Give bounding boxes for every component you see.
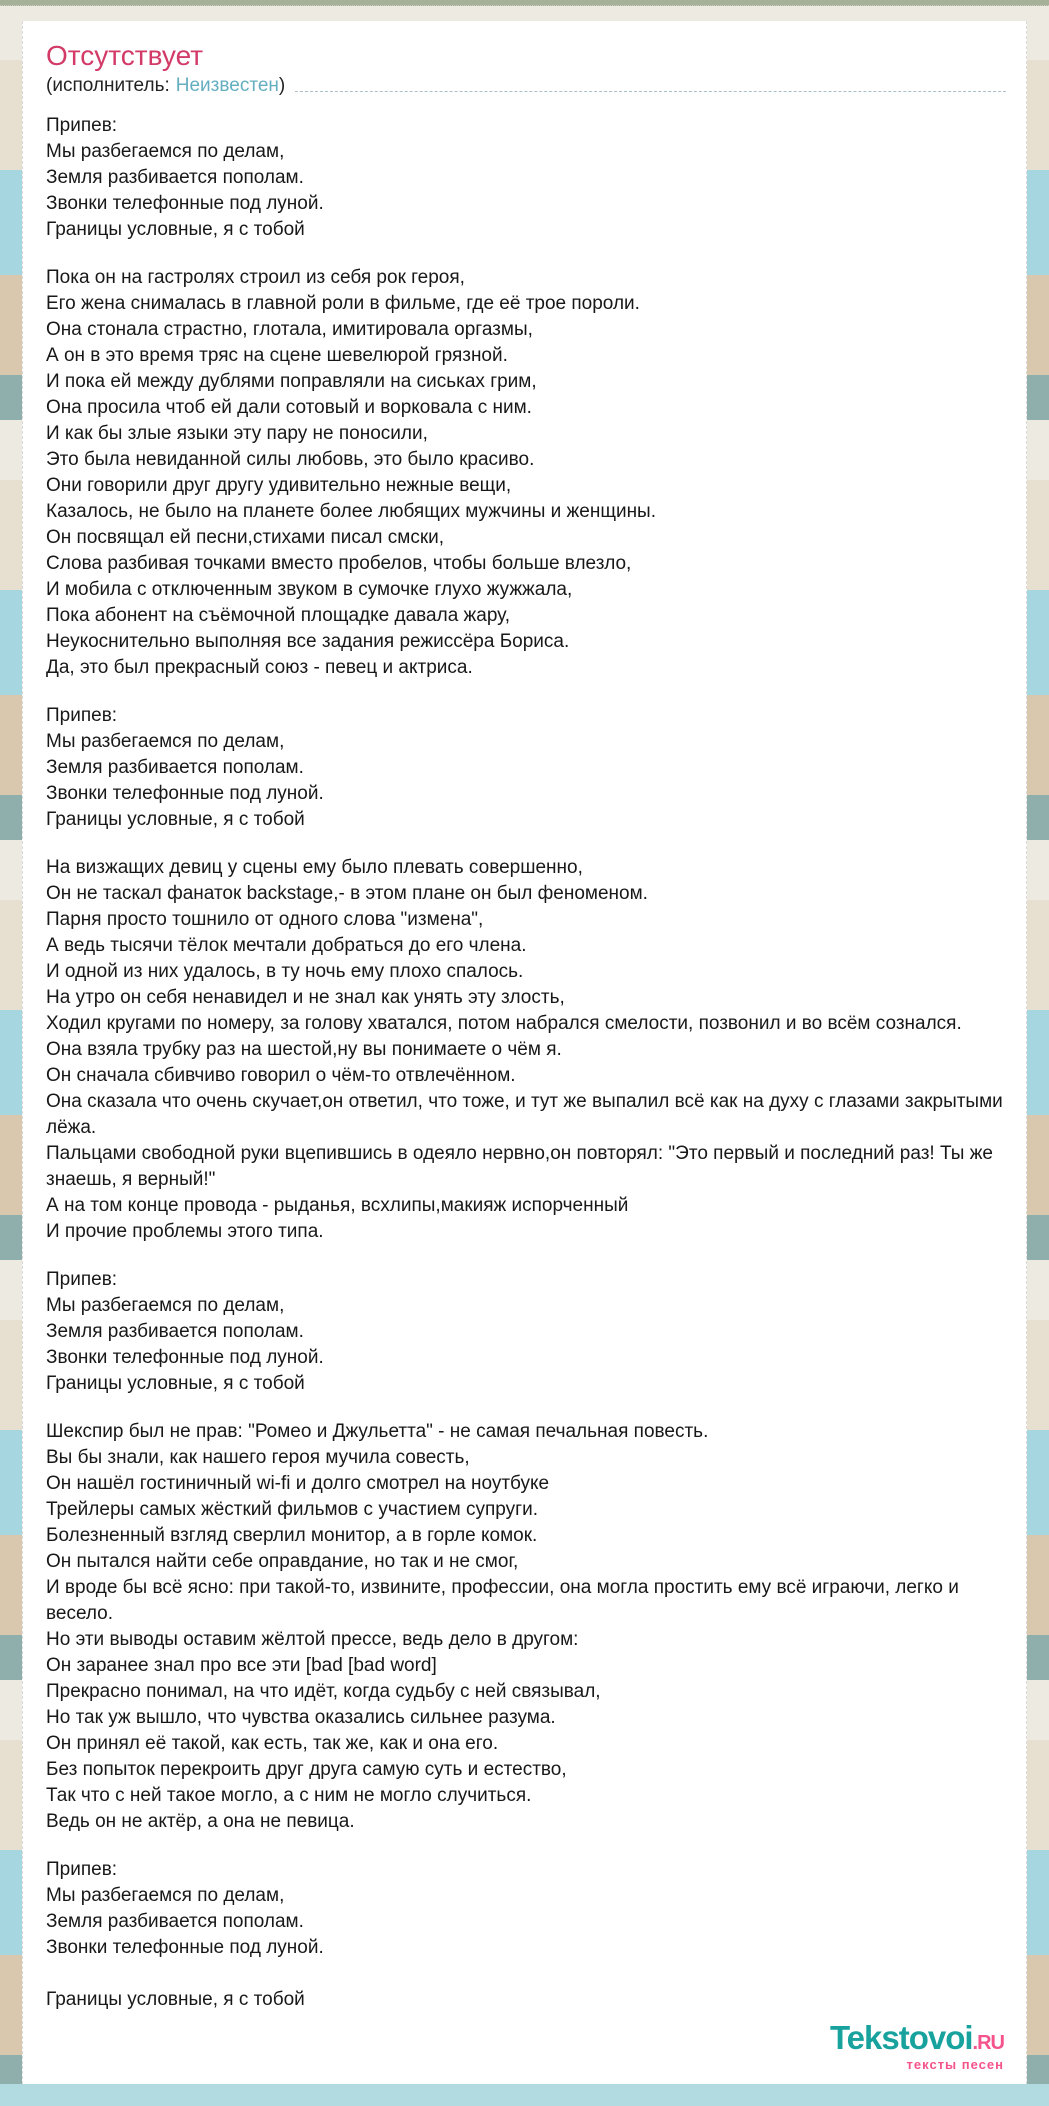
lyric-line: Они говорили друг другу удивительно нежные вещи, bbox=[46, 475, 512, 496]
lyric-line: Она просила чтоб ей дали сотовый и ворковала с ним. bbox=[46, 397, 532, 418]
lyric-line: Мы разбегаемся по делам, bbox=[46, 1295, 285, 1316]
lyric-line: Болезненный взгляд сверлил монитор, а в горле комок. bbox=[46, 1525, 538, 1546]
lyric-line: Да, это был прекрасный союз - певец и актриса. bbox=[46, 657, 473, 678]
lyric-line: Ведь он не актёр, а она не певица. bbox=[46, 1811, 355, 1832]
page-title: Отсутствует bbox=[46, 40, 204, 71]
lyric-line: Он не таскал фанаток backstage,- в этом плане он был феноменом. bbox=[46, 883, 648, 904]
logo-domain-suffix: .RU bbox=[972, 2032, 1004, 2054]
lyric-line: И как бы злые языки эту пару не поносили, bbox=[46, 423, 428, 444]
lyric-line: Границы условные, я с тобой bbox=[46, 219, 305, 240]
lyric-block bbox=[46, 703, 1006, 833]
lyric-line: Припев: bbox=[46, 705, 118, 726]
lyric-block bbox=[46, 113, 1006, 243]
top-border-strip bbox=[0, 0, 1049, 6]
lyric-line: Он сначала сбивчиво говорил о чём-то отвлечённом. bbox=[46, 1065, 516, 1086]
lyric-line: И мобила с отключенным звуком в сумочке глухо жужжала, bbox=[46, 579, 573, 600]
lyric-line: Он нашёл гостиничный wi-fi и долго смотрел на ноутбуке bbox=[46, 1473, 550, 1494]
lyric-block bbox=[46, 1267, 1006, 1397]
lyric-line: Земля разбивается пополам. bbox=[46, 1321, 304, 1342]
lyric-line: И пока ей между дублями поправляли на сиськах грим, bbox=[46, 371, 537, 392]
lyric-line: Пока абонент на съёмочной площадке давала жару, bbox=[46, 605, 511, 626]
lyric-line: Она стонала страстно, глотала, имитировала оргазмы, bbox=[46, 319, 533, 340]
artist-label: (исполнитель: bbox=[46, 75, 170, 96]
lyric-line: Звонки телефонные под луной. bbox=[46, 783, 324, 804]
lyric-line: Шекспир был не прав: "Ромео и Джульетта" - не самая печальная повесть. bbox=[46, 1421, 709, 1442]
lyric-line: Парня просто тошнило от одного слова "измена", bbox=[46, 909, 484, 930]
lyric-line: Так что с ней такое могло, а с ним не могло случиться. bbox=[46, 1785, 532, 1806]
lyric-line: Звонки телефонные под луной. bbox=[46, 1347, 324, 1368]
bottom-strip bbox=[0, 2084, 1049, 2106]
lyric-line: Звонки телефонные под луной. bbox=[46, 1937, 324, 1958]
lyrics-text bbox=[46, 113, 1006, 2013]
lyric-line: Пальцами свободной руки вцепившись в одеяло нервно,он повторял: "Это первый и последний раз! Ты же знаешь, я верный!" bbox=[46, 1143, 993, 1190]
lyric-line: Он заранее знал про все эти [bad [bad word] bbox=[46, 1655, 437, 1676]
lyric-line: Он пытался найти себе оправдание, но так и не смог, bbox=[46, 1551, 519, 1572]
lyric-line: Его жена снималась в главной роли в фильме, где её трое пороли. bbox=[46, 293, 640, 314]
lyric-line: Мы разбегаемся по делам, bbox=[46, 141, 285, 162]
lyric-line: Припев: bbox=[46, 1269, 118, 1290]
lyric-line: А ведь тысячи тёлок мечтали добраться до его члена. bbox=[46, 935, 527, 956]
lyric-line: Она сказала что очень скучает,он ответил, что тоже, и тут же выпалил всё как на духу с глазами закрытыми лёжа. bbox=[46, 1091, 1003, 1138]
lyric-line: А на том конце провода - рыданья, всхлипы,макияж испорченный bbox=[46, 1195, 629, 1216]
lyric-line: Он посвящал ей песни,стихами писал смски, bbox=[46, 527, 445, 548]
lyric-line: Ходил кругами по номеру, за голову хватался, потом набрался смелости, позвонил и во всём сознался. bbox=[46, 1013, 962, 1034]
lyric-line: А он в это время тряс на сцене шевелюрой грязной. bbox=[46, 345, 508, 366]
lyric-line: Звонки телефонные под луной. bbox=[46, 193, 324, 214]
lyric-line: И вроде бы всё ясно: при такой-то, извините, профессии, она могла простить ему всё играючи, легко и весело. bbox=[46, 1577, 959, 1624]
lyric-line: Границы условные, я с тобой bbox=[46, 1373, 305, 1394]
lyric-line: Прекрасно понимал, на что идёт, когда судьбу с ней связывал, bbox=[46, 1681, 601, 1702]
lyric-line: Казалось, не было на планете более любящих мужчины и женщины. bbox=[46, 501, 656, 522]
site-logo-wordmark[interactable] bbox=[829, 2019, 1004, 2058]
lyric-line: Трейлеры самых жёсткий фильмов с участием супруги. bbox=[46, 1499, 538, 1520]
lyric-line: Земля разбивается пополам. bbox=[46, 167, 304, 188]
lyric-line: И одной из них удалось, в ту ночь ему плохо спалось. bbox=[46, 961, 524, 982]
lyric-line: Но эти выводы оставим жёлтой прессе, ведь дело в другом: bbox=[46, 1629, 579, 1650]
lyric-line bbox=[46, 1961, 1006, 1987]
lyric-line: Без попыток перекроить друг друга самую суть и естество, bbox=[46, 1759, 567, 1780]
lyric-line: Границы условные, я с тобой bbox=[46, 809, 305, 830]
lyric-line: Припев: bbox=[46, 1859, 118, 1880]
lyric-block bbox=[46, 265, 1006, 681]
lyric-line: На визжащих девиц у сцены ему было плевать совершенно, bbox=[46, 857, 583, 878]
logo-text: Tekstovoi bbox=[829, 2019, 973, 2056]
lyric-line: Неукоснительно выполняя все задания режиссёра Бориса. bbox=[46, 631, 570, 652]
lyric-line: Она взяла трубку раз на шестой,ну вы понимаете о чём я. bbox=[46, 1039, 562, 1060]
lyric-block bbox=[46, 1419, 1006, 1835]
lyric-line: Границы условные, я с тобой bbox=[46, 1989, 305, 2010]
lyric-line: Припев: bbox=[46, 115, 118, 136]
lyric-line: На утро он себя ненавидел и не знал как унять эту злость, bbox=[46, 987, 565, 1008]
lyric-block bbox=[46, 855, 1006, 1245]
lyric-line: Это была невиданной силы любовь, это было красиво. bbox=[46, 449, 535, 470]
dashed-separator bbox=[295, 91, 1006, 92]
artist-row bbox=[46, 75, 1006, 99]
lyric-line: Земля разбивается пополам. bbox=[46, 1911, 304, 1932]
lyric-line: Пока он на гастролях строил из себя рок героя, bbox=[46, 267, 465, 288]
lyric-line: Мы разбегаемся по делам, bbox=[46, 731, 285, 752]
lyric-line: Вы бы знали, как нашего героя мучила совесть, bbox=[46, 1447, 470, 1468]
lyric-line: И прочие проблемы этого типа. bbox=[46, 1221, 324, 1242]
lyric-line: Земля разбивается пополам. bbox=[46, 757, 304, 778]
lyric-line: Он принял её такой, как есть, так же, как и она его. bbox=[46, 1733, 499, 1754]
lyric-block bbox=[46, 1857, 1006, 2013]
lyric-line: Но так уж вышло, что чувства оказались сильнее разума. bbox=[46, 1707, 556, 1728]
lyric-line: Мы разбегаемся по делам, bbox=[46, 1885, 285, 1906]
lyric-line: Слова разбивая точками вместо пробелов, чтобы больше влезло, bbox=[46, 553, 632, 574]
artist-link[interactable]: Неизвестен bbox=[175, 75, 279, 96]
logo-tagline: тексты песен bbox=[906, 2057, 1004, 2072]
site-logo[interactable] bbox=[46, 2019, 1006, 2072]
content-panel bbox=[22, 21, 1027, 2084]
artist-close-paren: ) bbox=[278, 75, 286, 96]
